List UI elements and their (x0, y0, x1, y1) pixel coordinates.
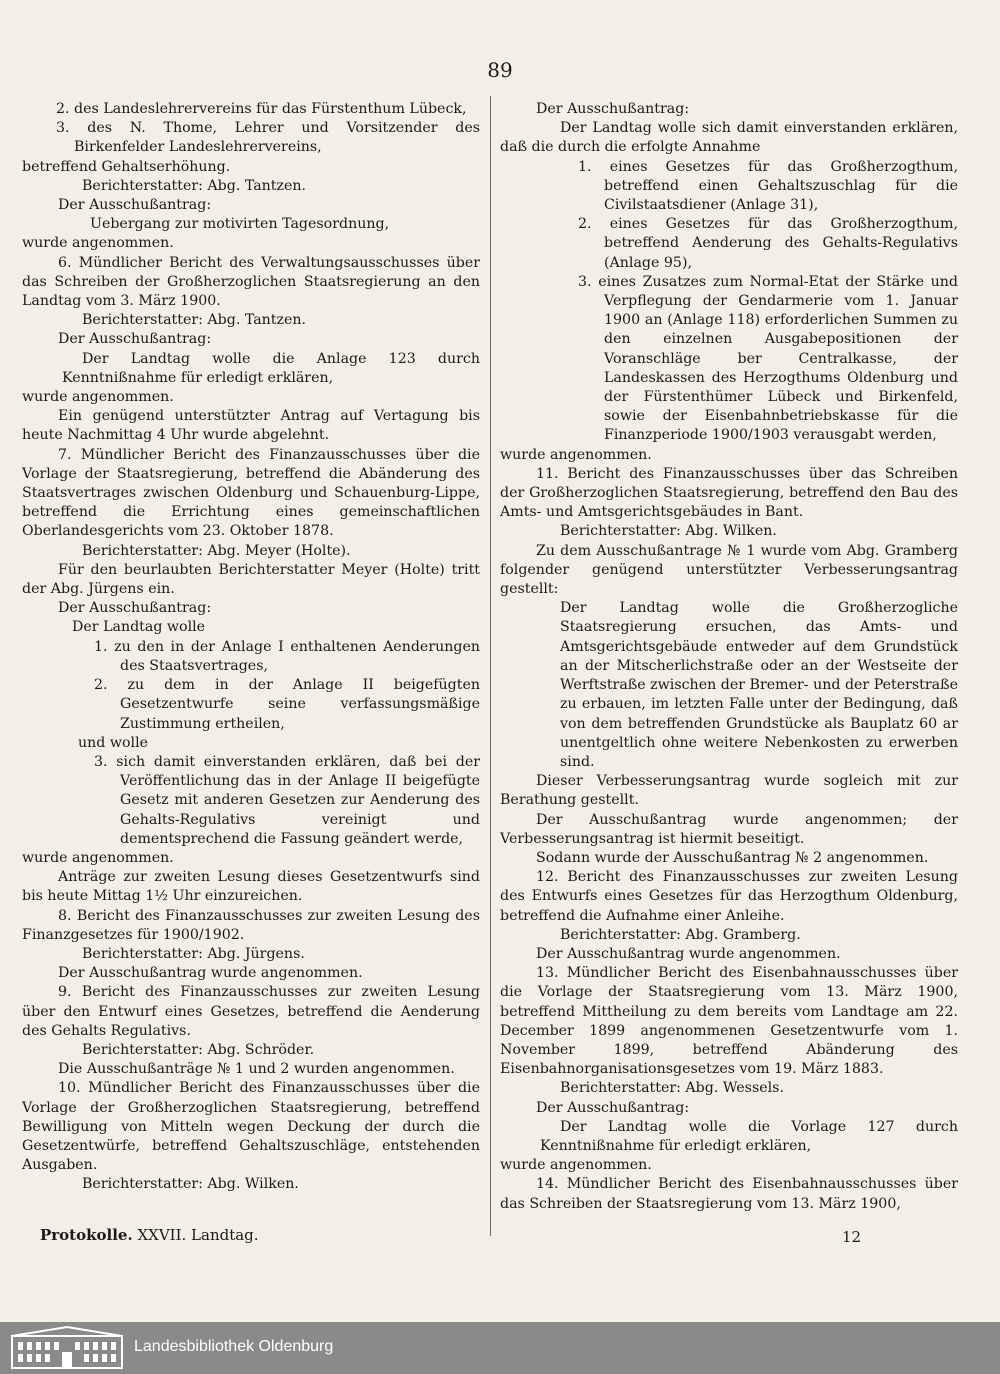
footer-label: Protokolle. (40, 1226, 133, 1244)
paragraph: und wolle (78, 734, 149, 751)
list-item: 2. zu dem in der Anlage II beigefügten Gesetzentwurfe seine verfassungsmäßige Zustimmung ertheilen, (94, 677, 480, 732)
paragraph: Der Landtag wolle (72, 619, 206, 636)
paragraph: Der Ausschußantrag: (58, 197, 212, 214)
rapporteur: Berichterstatter: Abg. Jürgens. (82, 945, 305, 962)
amendment-text: Der Landtag wolle die Großherzogliche Staatsregierung ersuchen, das Amts- und Amtsgerichtsgebäude entweder auf dem Grundstück an der Mitscherlichstraße oder an der Westseite der Werftstraße zwischen der Bremer- und der Peterstraße zu erbauen, im letzten Falle unter der Bedingung, daß von dem betreffenden Grundstücke als Bauplatz 60 ar unentgeltlich ohne weitere Nebenkosten zu erwerben sind. (560, 600, 958, 770)
paragraph: Der Landtag wolle sich damit einverstanden erklären, daß die durch die erfolgte Annahme (500, 120, 958, 156)
paragraph: betreffend Gehaltserhöhung. (22, 158, 231, 175)
paragraph: Sodann wurde der Ausschußantrag № 2 angenommen. (536, 849, 929, 866)
paragraph: Der Ausschußantrag wurde angenommen; der Verbesserungsantrag ist hiermit beseitigt. (500, 811, 958, 847)
paragraph: Der Ausschußantrag: (536, 101, 690, 117)
paragraph: Der Ausschußantrag wurde angenommen. (536, 945, 841, 962)
paragraph: Der Landtag wolle die Anlage 123 durch Kenntnißnahme für erledigt erklären, (62, 350, 480, 386)
paragraph: 9. Bericht des Finanzausschusses zur zweiten Lesung über den Entwurf eines Gesetzes, betreffend die Aenderung des Gehalts Regulativs. (22, 984, 480, 1039)
library-building-icon (10, 1326, 124, 1370)
paragraph: Der Ausschußantrag: (58, 600, 212, 617)
paragraph: Anträge zur zweiten Lesung dieses Gesetzentwurfs sind bis heute Mittag 1½ Uhr einzureichen. (22, 869, 480, 905)
paragraph: Der Landtag wolle die Vorlage 127 durch Kenntnißnahme für erledigt erklären, (540, 1118, 958, 1154)
footer-text: XXVII. Landtag. (137, 1226, 259, 1244)
footer-signature (40, 1226, 259, 1244)
paragraph: 11. Bericht des Finanzausschusses über das Schreiben der Großherzoglichen Staatsregierung, betreffend den Bau des Amts- und Amtsgerichtsgebäudes in Bant. (500, 465, 958, 521)
paragraph: wurde angenommen. (22, 849, 174, 866)
paragraph: Uebergang zur motivirten Tagesordnung, (90, 216, 390, 233)
rapporteur: Berichterstatter: Abg. Gramberg. (560, 926, 801, 943)
paragraph: Für den beurlaubten Berichterstatter Meyer (Holte) tritt der Abg. Jürgens ein. (22, 561, 480, 598)
list-item: 3. sich damit einverstanden erklären, daß bei der Veröffentlichung das in der Anlage II beigefügte Gesetz mit anderen Gesetzen zur Aenderung des Gehalts-Regulativs vereinigt und dementsprechend die Fassung geändert werde, (94, 753, 480, 847)
paragraph: wurde angenommen. (500, 1157, 652, 1174)
left-column (22, 100, 480, 1195)
paragraph: Ein genügend unterstützter Antrag auf Vertagung bis heute Nachmittag 4 Uhr wurde abgelehnt. (22, 408, 480, 444)
paragraph: Zu dem Ausschußantrage № 1 wurde vom Abg. Gramberg folgender genügend unterstützter Verbesserungsantrag gestellt: (500, 542, 958, 598)
page-number: 89 (487, 58, 513, 82)
library-banner (0, 1322, 1000, 1374)
rapporteur: Berichterstatter: Abg. Wilken. (560, 523, 777, 540)
paragraph: 12. Bericht des Finanzausschusses zur zweiten Lesung des Entwurfs eines Gesetzes für das Herzogthum Oldenburg, betreffend die Aufnahme einer Anleihe. (500, 869, 958, 924)
list-item: 1. eines Gesetzes für das Großherzogthum, betreffend einen Gehaltszuschlag für die Civilstaatsdiener (Anlage 31), (578, 158, 958, 214)
rapporteur: Berichterstatter: Abg. Wilken. (82, 1176, 299, 1193)
rapporteur: Berichterstatter: Abg. Tantzen. (82, 312, 307, 329)
rapporteur: Berichterstatter: Abg. Tantzen. (82, 177, 307, 194)
library-name: Landesbibliothek Oldenburg (134, 1338, 334, 1355)
paragraph: wurde angenommen. (22, 235, 174, 252)
list-item: 3. eines Zusatzes zum Normal-Etat der Stärke und Verpflegung der Gendarmerie vom 1. Januar 1900 an (Anlage 118) erforderlichen Summen zu den einzelnen Ausgabepositionen der Voranschläge ber Centralkasse, der Landeskassen des Herzogthums Oldenburg und der Fürstenthümer Lübeck und Birkenfeld, sowie der Eisenbahnbetriebskasse für die Finanzperiode 1900/1903 verausgabt werden, (578, 273, 958, 444)
paragraph: 14. Mündlicher Bericht des Eisenbahnausschusses über das Schreiben der Staatsregierung vom 13. März 1900, (500, 1176, 958, 1212)
paragraph: Der Ausschußantrag: (58, 331, 212, 348)
rapporteur: Berichterstatter: Abg. Meyer (Holte). (82, 542, 351, 559)
paragraph: wurde angenommen. (22, 389, 174, 406)
column-divider (490, 96, 491, 1236)
paragraph: Die Ausschußanträge № 1 und 2 wurden angenommen. (58, 1061, 455, 1078)
paragraph: 7. Mündlicher Bericht des Finanzausschusses über die Vorlage der Staatsregierung, betreffend die Abänderung des Staatsvertrages zwischen Oldenburg und Schauenburg-Lippe, betreffend die Errichtung eines gemeinschaftlichen Oberlandesgerichts vom 23. Oktober 1878. (22, 446, 480, 540)
paragraph: 10. Mündlicher Bericht des Finanzausschusses über die Vorlage der Großherzoglichen Staatsregierung, betreffend Bewilligung von Mitteln wegen Deckung der durch die Gesetzentwürfe, betreffend Gehaltszuschläge, entstehenden Ausgaben. (22, 1080, 480, 1174)
paragraph: 3. des N. Thome, Lehrer und Vorsitzender des Birkenfelder Landeslehrervereins, (56, 120, 480, 156)
sheet-number: 12 (842, 1228, 862, 1246)
list-item: 2. eines Gesetzes für das Großherzogthum, betreffend Aenderung des Gehalts-Regulativs (Anlage 95), (578, 216, 958, 271)
paragraph: 2. des Landeslehrervereins für das Fürstenthum Lübeck, (56, 101, 467, 117)
paragraph: 8. Bericht des Finanzausschusses zur zweiten Lesung des Finanzgesetzes für 1900/1902. (22, 907, 480, 943)
paragraph: wurde angenommen. (500, 446, 652, 463)
paragraph: Der Ausschußantrag wurde angenommen. (58, 965, 363, 982)
right-column (500, 100, 958, 1214)
rapporteur: Berichterstatter: Abg. Schröder. (82, 1041, 315, 1058)
paragraph: 13. Mündlicher Bericht des Eisenbahnausschusses über die Vorlage der Staatsregierung vom 13. März 1900, betreffend Mittheilung zu dem bereits vom Landtage am 22. December 1899 angenommenen Gesetzentwurfe vom 1. November 1899, betreffend Abänderung des Eisenbahnorganisationsgesetzes vom 19. März 1883. (500, 965, 958, 1078)
paragraph: 6. Mündlicher Bericht des Verwaltungsausschusses über das Schreiben der Großherzoglichen Staatsregierung an den Landtag vom 3. März 1900. (22, 254, 480, 310)
paragraph: Dieser Verbesserungsantrag wurde sogleich mit zur Berathung gestellt. (500, 773, 958, 809)
paragraph: Der Ausschußantrag: (536, 1099, 690, 1116)
rapporteur: Berichterstatter: Abg. Wessels. (560, 1080, 784, 1097)
list-item: 1. zu den in der Anlage I enthaltenen Aenderungen des Staatsvertrages, (94, 638, 480, 674)
